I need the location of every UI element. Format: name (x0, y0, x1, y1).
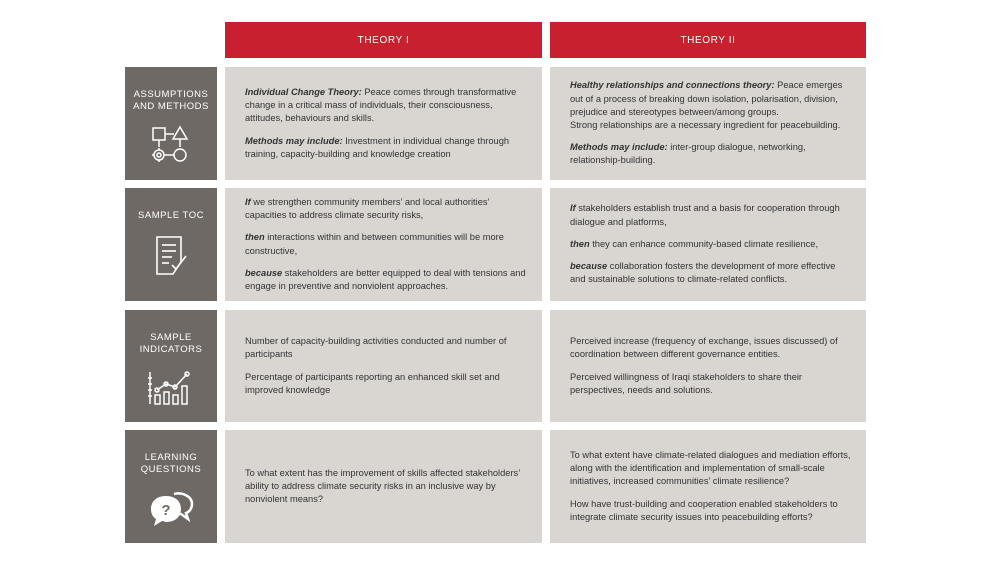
label-line-1: ASSUMPTIONS (133, 89, 209, 100)
methods-keyword: Methods may include: (570, 142, 668, 153)
theory-1-title: THEORY I (357, 34, 410, 46)
assumptions-theory-1 (225, 67, 542, 180)
learning-question: To what extent have climate-related dialogues and mediation efforts, along with the identification and implementation of small-scale initiatives, increased communities’ climate resilience? (570, 449, 851, 487)
learning-question: To what extent has the improvement of skills affected stakeholders’ ability to address climate security risks in an inclusive way by nonviolent means? (245, 467, 520, 505)
indicator-text: Number of capacity-building activities conducted and number of participants (245, 336, 507, 360)
label-line-1: LEARNING (144, 452, 198, 463)
theory-keyword: Individual Change Theory: (245, 86, 362, 97)
indicators-theory-1 (225, 310, 542, 422)
row-label-indicators (125, 310, 217, 422)
then-keyword: then (570, 238, 590, 249)
learning-question: How have trust-building and cooperation enabled stakeholders to integrate climate security issues into peacebuilding efforts? (570, 498, 838, 522)
question-speech-bubbles-icon (148, 488, 194, 533)
because-clause: collaboration fosters the development of more effective and sustainable solutions to climate-related conflicts. (570, 261, 836, 285)
methods-description: Investment in individual change through training, capacity-building and knowledge creation (245, 135, 510, 159)
if-keyword: If (570, 203, 576, 214)
methods-description: inter-group dialogue, networking, relationship-building. (570, 142, 806, 166)
row-label-text (137, 452, 205, 476)
then-clause: they can enhance community-based climate resilience, (589, 238, 819, 249)
because-clause: stakeholders are better equipped to deal with tensions and engage in preventive and nonviolent approaches. (245, 267, 526, 291)
label-line-2: INDICATORS (139, 344, 203, 355)
theory-1-header (225, 22, 542, 58)
indicators-theory-2 (550, 310, 866, 422)
theory-description: Peace comes through transformative change in a critical mass of individuals, their consciousness, attitudes, behaviours and skills. (245, 86, 517, 124)
row-label-toc (125, 188, 217, 301)
row-label-assumptions (125, 67, 217, 180)
document-check-icon (151, 234, 191, 283)
assumptions-theory-2 (550, 67, 866, 180)
then-clause: interactions within and between communities will be more constructive, (245, 232, 504, 256)
label-line-1: SAMPLE (150, 332, 192, 343)
label-line-2: QUESTIONS (140, 464, 202, 475)
label-line-2: AND METHODS (133, 101, 209, 112)
because-keyword: because (570, 261, 608, 272)
theory-2-header (550, 22, 866, 58)
flowchart-icon (151, 125, 191, 170)
because-keyword: because (245, 267, 283, 278)
bar-line-chart-icon (147, 368, 195, 413)
theory-keyword: Healthy relationships and connections theory: (570, 80, 775, 91)
if-clause: we strengthen community members’ and local authorities’ capacities to address climate security risks, (245, 196, 490, 221)
svg-text:?: ? (161, 502, 171, 519)
methods-keyword: Methods may include: (245, 135, 343, 146)
row-label-text (129, 89, 213, 113)
toc-theory-2 (550, 188, 866, 301)
indicator-text: Perceived willingness of Iraqi stakeholders to share their perspectives, needs and solutions. (570, 371, 803, 395)
row-label-text (136, 332, 207, 356)
indicator-text: Perceived increase (frequency of exchange, issues discussed) of coordination between different governance entities. (570, 336, 838, 360)
row-label-learning (125, 430, 217, 543)
theory-description: Peace emerges out of a process of breaking down isolation, polarisation, division, prejudice and stereotypes between/among groups. (570, 80, 843, 117)
if-keyword: If (245, 196, 251, 207)
theory-2-title: THEORY II (680, 34, 736, 46)
learning-theory-2 (550, 430, 866, 543)
indicator-text: Percentage of participants reporting an enhanced skill set and improved knowledge (245, 371, 500, 395)
if-clause: stakeholders establish trust and a basis for cooperation through dialogue and platforms, (570, 203, 840, 227)
theory-description-2: Strong relationships are a necessary ingredient for peacebuilding. (570, 120, 841, 130)
learning-theory-1 (225, 430, 542, 543)
toc-theory-1 (225, 188, 542, 301)
then-keyword: then (245, 232, 265, 243)
row-label-text: SAMPLE TOC (138, 210, 204, 221)
